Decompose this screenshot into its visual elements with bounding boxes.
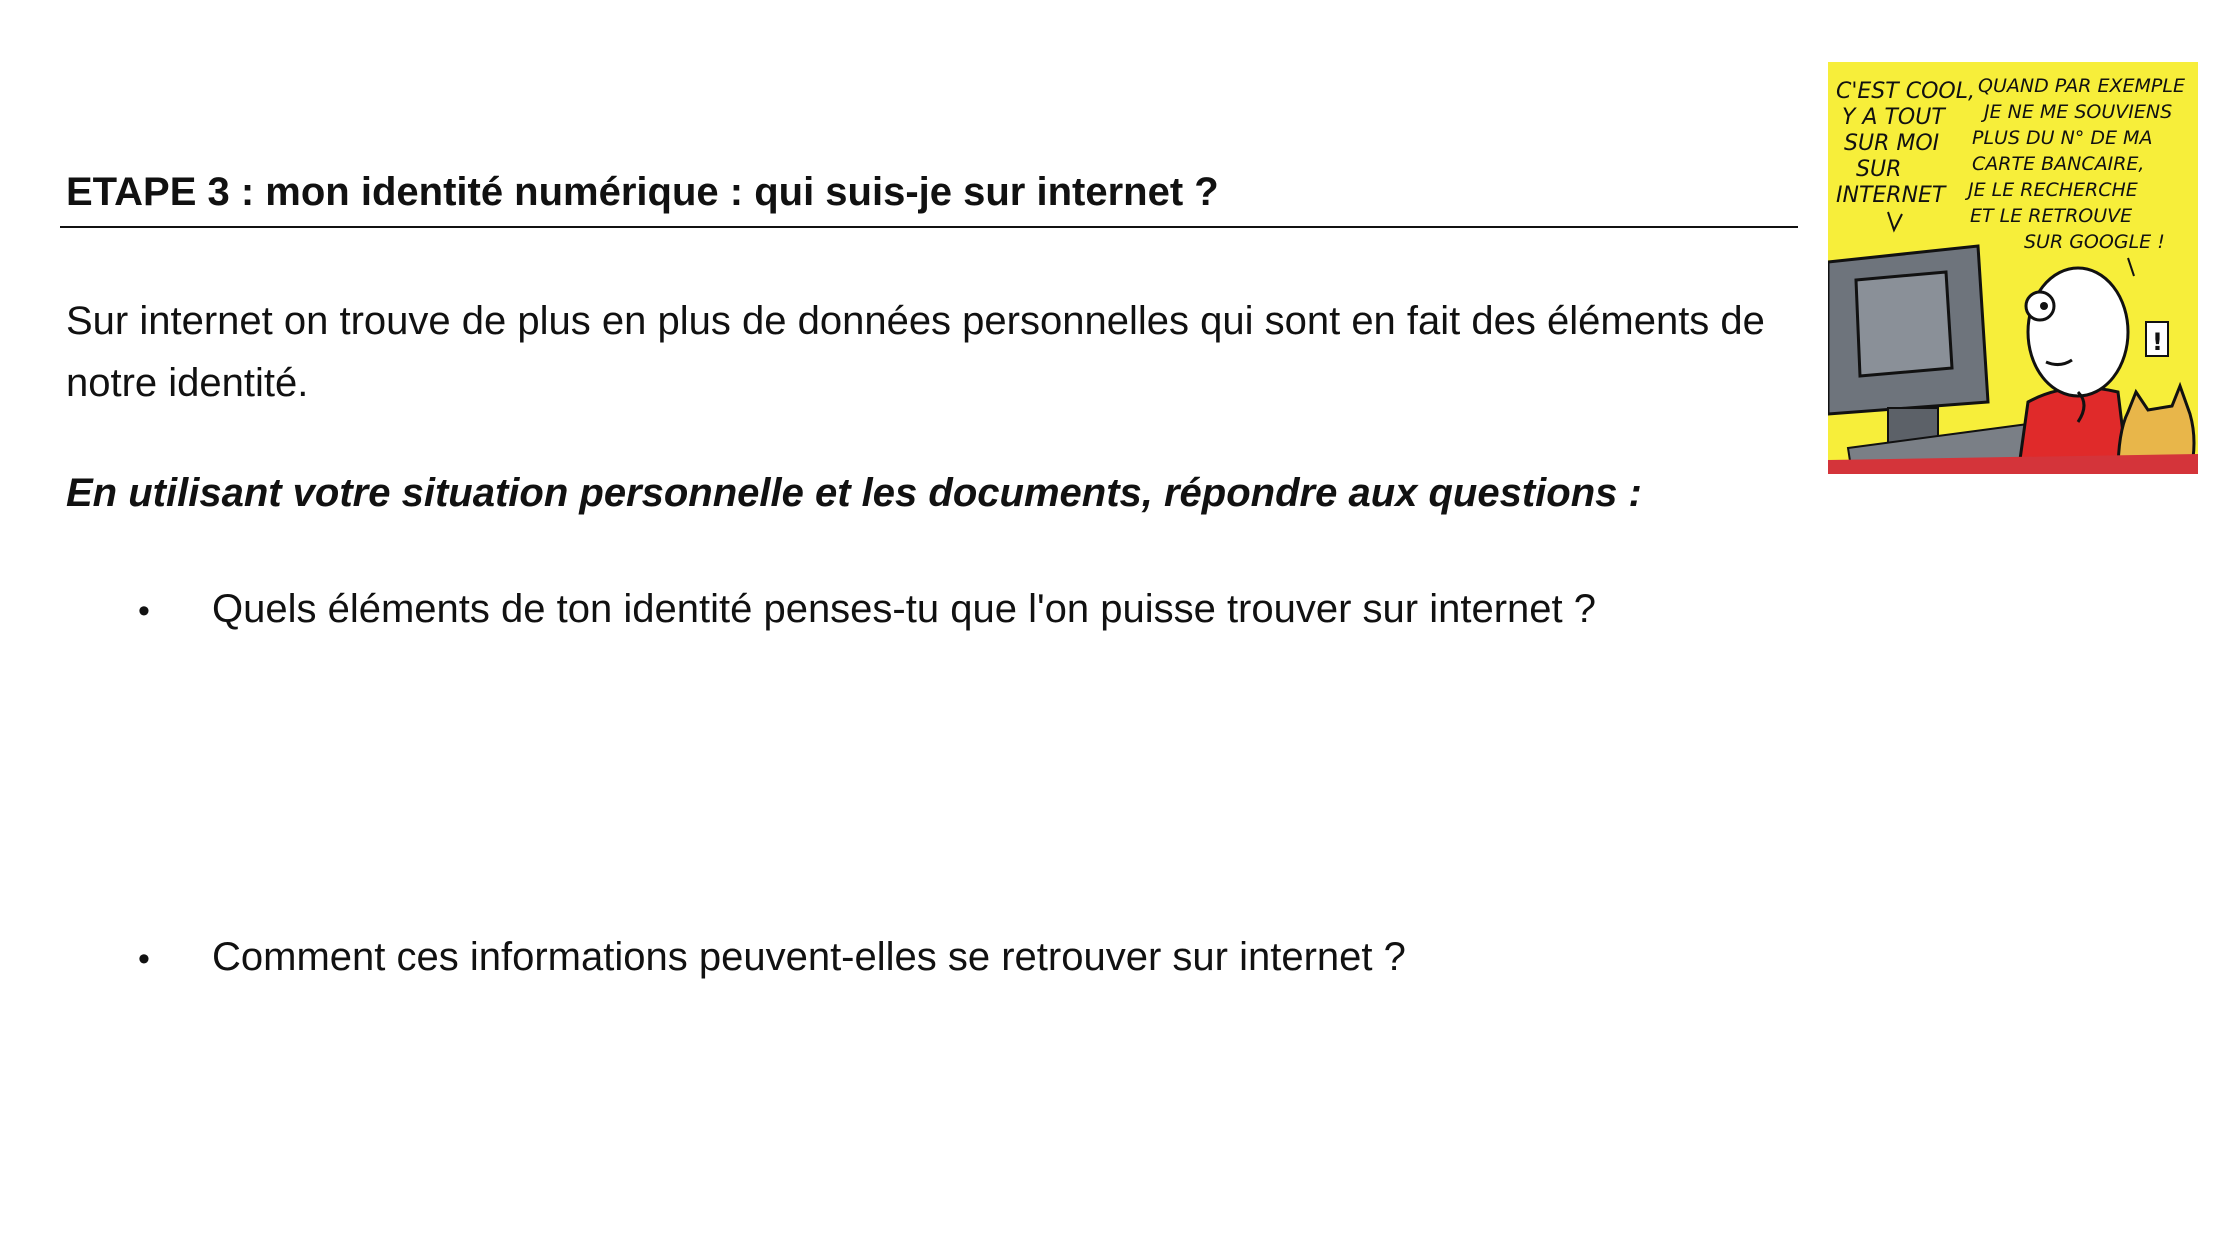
bubble-left-line: C'EST COOL, xyxy=(1836,79,1975,104)
question-item xyxy=(138,582,1596,638)
bubble-left-line: SUR MOI xyxy=(1844,131,1940,156)
bubble-right-line: SUR GOOGLE ! xyxy=(2024,231,2165,253)
bullet-icon: • xyxy=(138,940,150,978)
question-text: Comment ces informations peuvent-elles se retrouver sur internet ? xyxy=(212,935,1406,979)
question-item xyxy=(138,930,1406,986)
bubble-right-line: QUAND PAR EXEMPLE xyxy=(1978,75,2185,97)
bubble-right-line: JE NE ME SOUVIENS xyxy=(1984,101,2173,123)
intro-paragraph: Sur internet on trouve de plus en plus de données personnelles qui sont en fait des éléments de notre identité. xyxy=(66,299,1765,405)
cartoon-illustration xyxy=(1828,62,2198,474)
bubble-left-line: Y A TOUT xyxy=(1842,105,1945,130)
bubble-right-line: JE LE RECHERCHE xyxy=(1968,179,2138,201)
bullet-icon: • xyxy=(138,592,150,630)
bubble-right-line: ET LE RETROUVE xyxy=(1970,205,2133,227)
svg-text:!: ! xyxy=(2152,328,2163,356)
bubble-left-line: SUR xyxy=(1856,157,1902,182)
bubble-right-line: CARTE BANCAIRE, xyxy=(1972,153,2145,175)
bubble-left-line: INTERNET xyxy=(1836,183,1946,208)
page-title: ETAPE 3 : mon identité numérique : qui suis-je sur internet ? xyxy=(66,170,1219,214)
instruction-text: En utilisant votre situation personnelle et les documents, répondre aux questions : xyxy=(66,471,1642,515)
question-text: Quels éléments de ton identité penses-tu que l'on puisse trouver sur internet ? xyxy=(212,587,1597,631)
bubble-right-line: PLUS DU N° DE MA xyxy=(1972,127,2153,149)
title-underline xyxy=(60,226,1798,228)
